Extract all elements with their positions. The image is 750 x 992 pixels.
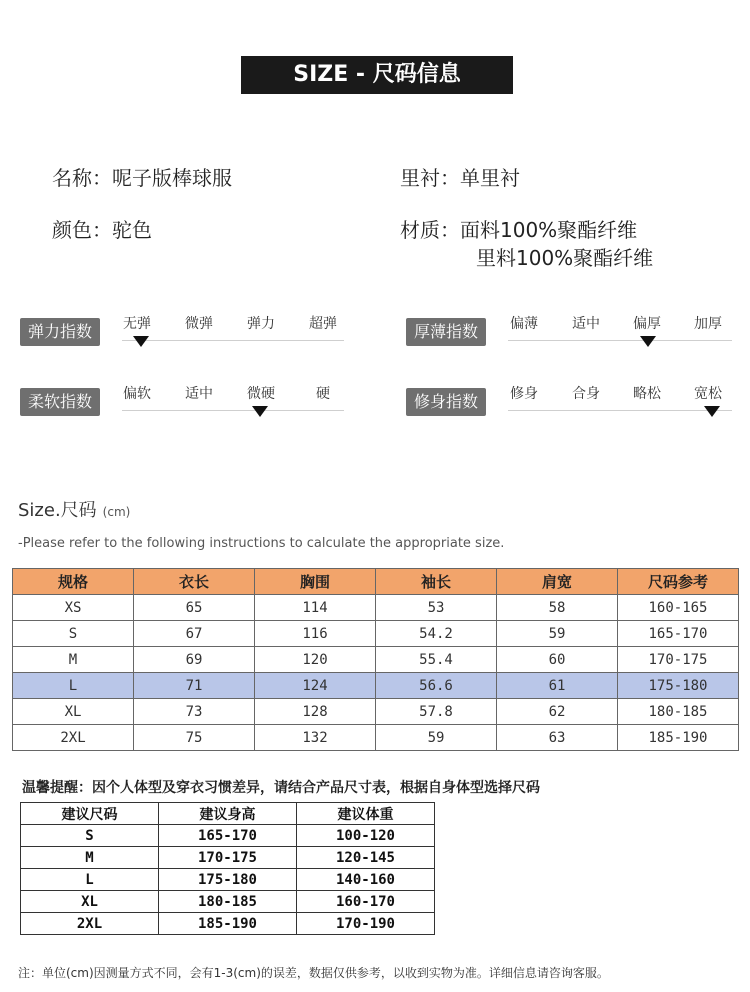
product-material-lining: 里料100%聚酯纤维	[476, 246, 654, 270]
size-cell: 75	[134, 725, 255, 751]
softness-index-label: 柔软指数	[20, 388, 100, 416]
size-header-cell: 袖长	[376, 569, 497, 595]
size-cell: 55.4	[376, 647, 497, 673]
elasticity-scale-line	[122, 340, 344, 341]
size-cell: 116	[255, 621, 376, 647]
size-reminder: 温馨提醒：因个人体型及穿衣习惯差异，请结合产品尺寸表，根据自身体型选择尺码	[22, 780, 540, 796]
recommend-cell: 170-190	[297, 913, 435, 935]
fit-index-label: 修身指数	[406, 388, 486, 416]
size-cell: 185-190	[618, 725, 739, 751]
size-cell: 165-170	[618, 621, 739, 647]
size-cell: 128	[255, 699, 376, 725]
elasticity-marker-icon	[133, 336, 149, 347]
size-cell: L	[13, 673, 134, 699]
recommend-cell: 160-170	[297, 891, 435, 913]
size-heading	[18, 496, 130, 522]
recommend-header-cell: 建议身高	[159, 803, 297, 825]
recommend-cell: M	[21, 847, 159, 869]
size-cell: 59	[497, 621, 618, 647]
size-cell: 63	[497, 725, 618, 751]
size-cell: 73	[134, 699, 255, 725]
recommend-cell: L	[21, 869, 159, 891]
thickness-index-label: 厚薄指数	[406, 318, 486, 346]
table-row	[21, 891, 435, 913]
table-row	[13, 621, 739, 647]
recommend-cell: 175-180	[159, 869, 297, 891]
thickness-option: 偏厚	[633, 316, 661, 332]
table-row	[21, 869, 435, 891]
size-header-cell: 衣长	[134, 569, 255, 595]
size-cell: 57.8	[376, 699, 497, 725]
size-cell: 175-180	[618, 673, 739, 699]
recommend-header-row	[21, 803, 435, 825]
size-table-header-row	[13, 569, 739, 595]
size-cell: 114	[255, 595, 376, 621]
size-cell: 170-175	[618, 647, 739, 673]
size-header-cell: 胸围	[255, 569, 376, 595]
recommend-cell: 140-160	[297, 869, 435, 891]
softness-option: 偏软	[123, 386, 151, 402]
size-cell: 132	[255, 725, 376, 751]
size-cell: 2XL	[13, 725, 134, 751]
size-cell: 67	[134, 621, 255, 647]
size-cell: 61	[497, 673, 618, 699]
size-header-cell: 规格	[13, 569, 134, 595]
thickness-marker-icon	[640, 336, 656, 347]
recommend-cell: 170-175	[159, 847, 297, 869]
size-cell: 62	[497, 699, 618, 725]
thickness-option: 偏薄	[510, 316, 538, 332]
recommend-cell: XL	[21, 891, 159, 913]
softness-option: 适中	[185, 386, 213, 402]
footnote: 注：单位(cm)因测量方式不同，会有1-3(cm)的误差，数据仅供参考，以收到实物为准。详细信息请咨询客服。	[18, 966, 609, 980]
recommend-cell: 120-145	[297, 847, 435, 869]
recommend-cell: S	[21, 825, 159, 847]
size-header-cell: 尺码参考	[618, 569, 739, 595]
size-cell: 69	[134, 647, 255, 673]
fit-option: 略松	[633, 386, 661, 402]
recommend-header-cell: 建议体重	[297, 803, 435, 825]
table-row	[13, 725, 739, 751]
fit-scale-line	[508, 410, 732, 411]
table-row	[21, 825, 435, 847]
elasticity-option: 无弹	[123, 316, 151, 332]
fit-option: 宽松	[694, 386, 722, 402]
elasticity-option: 弹力	[247, 316, 275, 332]
size-cell: 54.2	[376, 621, 497, 647]
size-cell: XS	[13, 595, 134, 621]
size-cell: M	[13, 647, 134, 673]
size-cell: XL	[13, 699, 134, 725]
table-row	[21, 847, 435, 869]
fit-option: 合身	[572, 386, 600, 402]
size-heading-text: Size.尺码	[18, 500, 97, 521]
recommend-cell: 185-190	[159, 913, 297, 935]
softness-scale-line	[122, 410, 344, 411]
recommend-cell: 180-185	[159, 891, 297, 913]
thickness-option: 加厚	[694, 316, 722, 332]
fit-marker-icon	[704, 406, 720, 417]
elasticity-option: 超弹	[309, 316, 337, 332]
elasticity-option: 微弹	[185, 316, 213, 332]
size-cell: 65	[134, 595, 255, 621]
size-cell: 71	[134, 673, 255, 699]
size-cell: 59	[376, 725, 497, 751]
size-unit: (cm)	[102, 505, 131, 519]
recommend-cell: 100-120	[297, 825, 435, 847]
product-lining: 里衬：单里衬	[400, 166, 520, 190]
thickness-scale-line	[508, 340, 732, 341]
softness-option: 微硬	[247, 386, 275, 402]
page-title: SIZE - 尺码信息	[241, 56, 513, 94]
size-cell: 60	[497, 647, 618, 673]
product-name: 名称：呢子版棒球服	[52, 166, 232, 190]
size-header-cell: 肩宽	[497, 569, 618, 595]
size-cell: 180-185	[618, 699, 739, 725]
size-cell: 124	[255, 673, 376, 699]
size-chart-table	[12, 568, 739, 751]
table-row	[13, 595, 739, 621]
table-row	[13, 699, 739, 725]
softness-option: 硬	[316, 386, 330, 402]
size-cell: S	[13, 621, 134, 647]
size-cell: 56.6	[376, 673, 497, 699]
softness-marker-icon	[252, 406, 268, 417]
table-row	[13, 647, 739, 673]
recommend-header-cell: 建议尺码	[21, 803, 159, 825]
product-color: 颜色：驼色	[52, 218, 152, 242]
elasticity-index-label: 弹力指数	[20, 318, 100, 346]
size-cell: 58	[497, 595, 618, 621]
recommend-cell: 165-170	[159, 825, 297, 847]
product-material: 材质：面料100%聚酯纤维	[400, 218, 638, 242]
recommendation-table	[20, 802, 435, 935]
size-cell: 53	[376, 595, 497, 621]
size-cell: 120	[255, 647, 376, 673]
fit-option: 修身	[510, 386, 538, 402]
thickness-option: 适中	[572, 316, 600, 332]
recommend-cell: 2XL	[21, 913, 159, 935]
table-row-highlighted	[13, 673, 739, 699]
size-instruction: -Please refer to the following instructions to calculate the appropriate size.	[18, 536, 505, 551]
size-cell: 160-165	[618, 595, 739, 621]
table-row	[21, 913, 435, 935]
